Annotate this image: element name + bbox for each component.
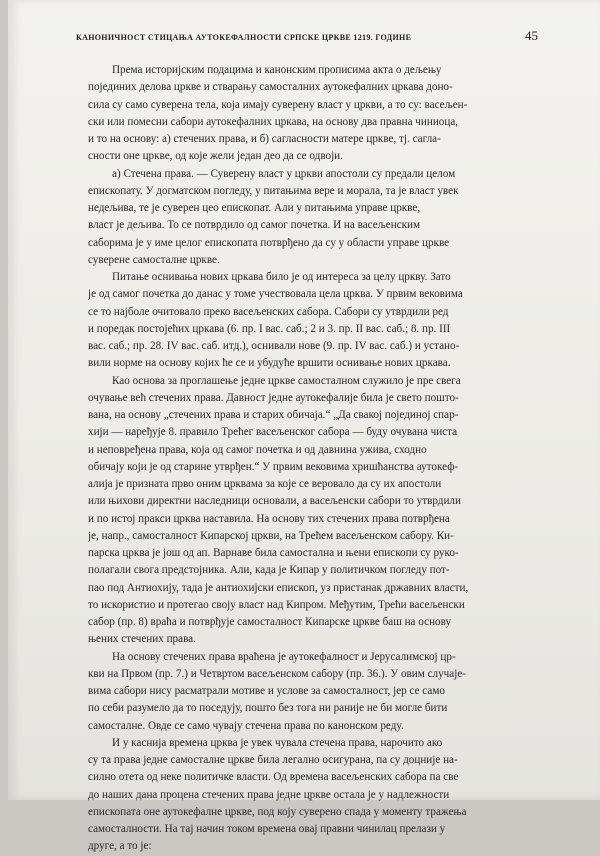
paragraph xyxy=(88,735,536,856)
text-line: сабор (пр. 8) враћа и потврђује самосталност Кипарске цркве баш на основу xyxy=(88,616,452,628)
page-number: 45 xyxy=(525,28,538,43)
text-line: власт је дељива. То се потврдило од самог почетка. И на васељенским xyxy=(88,219,421,232)
text-line: Питање оснивања нових цркава било је од интереса за целу цркву. Зато xyxy=(112,271,451,283)
text-line: су та права једне самосталне цркве била легално осигурана, па су доцније на- xyxy=(88,754,458,766)
text-line: појединих делова цркве и стварању самосталних аутокефалних цркава доно- xyxy=(88,81,453,94)
text-line: кви на Првом (пр. 7.) и Четвртом васељенском сабору (пр. 36.). У овим случаје- xyxy=(88,667,466,680)
text-line: епископата оне аутокефалне цркве, под коју суверено спада у моменту тражења xyxy=(88,805,467,818)
paragraph xyxy=(88,269,536,373)
text-line: епископату. У догматском погледу, у питањима вере и морала, та је власт увек xyxy=(88,184,459,197)
text-line: ски или помесни сабори аутокефалних цркава, на основу два правна чиниоца, xyxy=(88,115,459,128)
paragraph xyxy=(88,62,536,166)
text-line: вили норме на основу којих ће се и убудуће вршити оснивање нових цркава. xyxy=(88,357,451,370)
text-line: вас. саб.; пр. 28. IV вас. саб. итд.), оснивали нове (9. пр. IV вас. саб.) и устано- xyxy=(88,340,460,352)
text-line: очување већ стечених права. Давност једне аутокефалије била је свето пошто- xyxy=(88,391,459,404)
text-line: и то на основу: а) стечених права, и б) сагласности матере цркве, тј. сагла- xyxy=(88,133,441,145)
text-line: је, напр., самосталност Кипарској цркви, на Трећем васељенском сабору. Ки- xyxy=(88,529,454,542)
text-line: На основу стечених права враћена је аутокефалност и Јерусалимској цр- xyxy=(112,650,456,663)
text-line: хији — наређује 8. правило Трећег васељенског сабора — буду очувана чиста xyxy=(88,426,458,439)
text-line: сности оне цркве, од које жели један део да се одвоји. xyxy=(88,150,343,163)
text-line: а) Стечена права. — Суверену власт у цркви апостоли су предали целом xyxy=(112,167,456,180)
text-line: је од самог почетка до данас у томе учествовала цела црква. У првим вековима xyxy=(88,288,463,301)
text-line: Према историјским подацима и канонским прописима акта о дељењу xyxy=(112,64,442,76)
text-line: вима сабори нису расматрали мотиве и услове за самосталност, јер се само xyxy=(88,685,445,697)
text-line: обичају који је од старине утврђен.“ У првим вековима хришћанства аутокеф- xyxy=(88,460,459,473)
text-line: алија је призната прво оним црквама за које се веровало да су их апостоли xyxy=(88,478,442,490)
text-line: самосталности. На тај начин током времена овај правни чинилац прелази у xyxy=(88,823,446,835)
text-line: парска црква је још од ап. Варнаве била самостална и њени епископи су руко- xyxy=(88,547,459,559)
text-line: суверене самосталне цркве. xyxy=(88,253,220,266)
book-page xyxy=(8,0,600,853)
text-line: сила су само суверена тела, која имају суверену власт у цркви, а то су: васељен- xyxy=(88,98,468,111)
text-line: се то најболе очитовало преко васељенских сабора. Сабори су утврдили ред xyxy=(88,305,449,318)
page-header xyxy=(76,28,538,44)
text-line: силно отета од неке политичке власти. Од времена васељенских сабора па све xyxy=(88,771,459,784)
running-title: КАНОНИЧНОСТ СТИЦАЊА АУТОКЕФАЛНОСТИ СРПСКЕ ЦРКВЕ 1219. ГОДИНЕ xyxy=(76,32,412,42)
text-line: и поредак постојећих цркава (6. пр. I вас. саб.; 2 и 3. пр. II вас. саб.; 8. пр. III xyxy=(88,322,451,335)
text-line: то искористио и протегао своју власт над Кипром. Међутим, Трећи васељенски xyxy=(88,598,465,611)
text-line: И у каснија времена црква је увек чувала стечена права, нарочито ако xyxy=(112,736,443,749)
body-text xyxy=(88,62,536,856)
text-line: и неповређена права, која од самог почетка и од давнина ужива, сходно xyxy=(88,443,427,456)
paragraph xyxy=(88,373,536,649)
paragraph xyxy=(88,649,536,735)
text-line: пао под Антиохију, тада је антиохијски епископ, уз пристанак државних власти, xyxy=(88,581,469,594)
text-line: до наших дана процена стечених права једне цркве остала је у надлежности xyxy=(88,788,450,801)
text-line: вана, на основу „стечених права и старих обичаја.“ „Да свакој појединој спар- xyxy=(88,409,459,421)
text-line: Као основа за проглашење једне цркве самосталном служило је пре свега xyxy=(112,374,461,387)
text-line: њених стечених права. xyxy=(88,633,196,646)
text-line: и по истој пракси црква наставила. На основу тих стечених права потврђена xyxy=(88,512,450,525)
text-line: недељива, те је суверен цео епископат. Али у питањима управе цркве, xyxy=(88,202,421,214)
text-line: полагали свога предстојника. Али, када је Кипар у политичком погледу пот- xyxy=(88,564,450,577)
text-line: или њихови директни наследници основали, а васељенски сабори то утврдили xyxy=(88,495,461,508)
text-line: самосталне. Овде се само чувају стечена права по канонском реду. xyxy=(88,719,404,732)
text-line: друге, а то је: xyxy=(88,840,152,853)
text-line: саборима је у име целог епископата потврђено да су у области управе цркве xyxy=(88,236,450,249)
paragraph xyxy=(88,166,536,270)
text-line: по себи разумело да то поседују, пошто без тога ни раније не би могле бити xyxy=(88,702,448,715)
